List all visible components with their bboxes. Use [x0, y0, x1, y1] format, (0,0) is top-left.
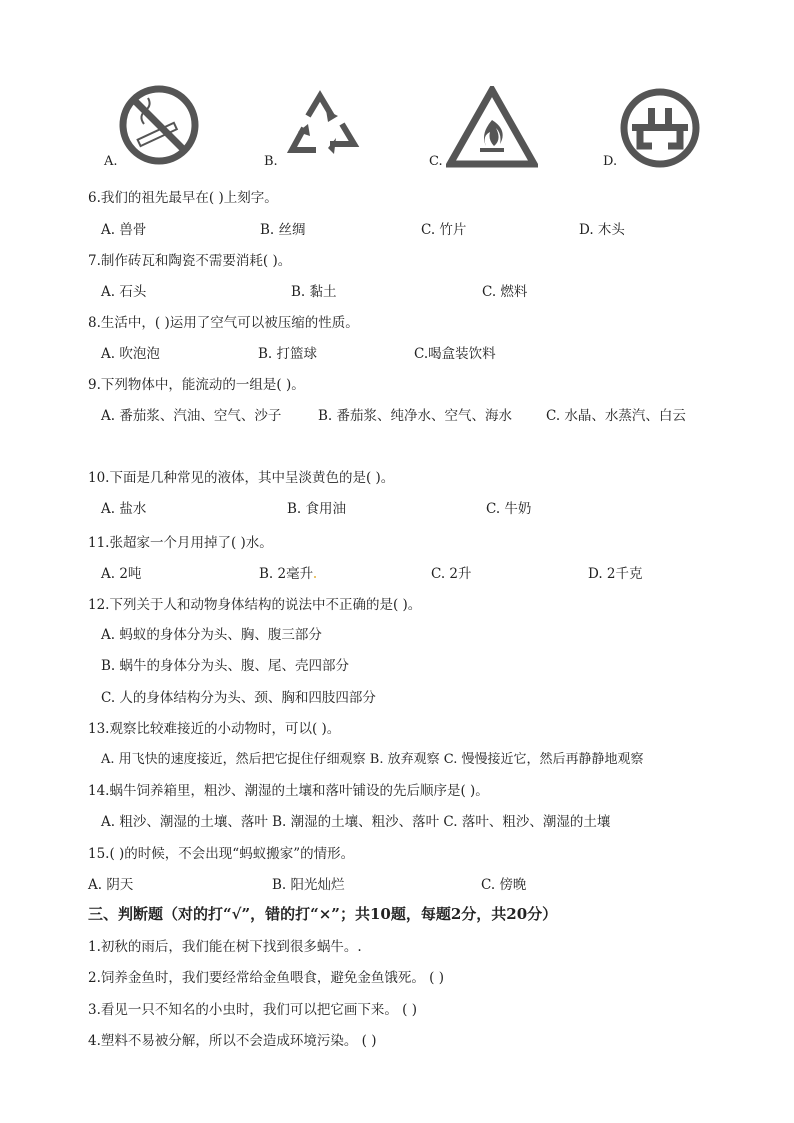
- option-label-a: A.: [104, 154, 118, 169]
- question-7: 7.制作砖瓦和陶瓷不需要消耗( )。: [88, 253, 292, 269]
- q14-options: A. 粗沙、潮湿的土壤、落叶 B. 潮湿的土壤、粗沙、落叶 C. 落叶、粗沙、潮湿的土壤: [101, 814, 611, 830]
- recycle-icon: [278, 86, 366, 166]
- question-8: 8.生活中，( )运用了空气可以被压缩的性质。: [88, 315, 359, 331]
- circle-emblem-icon: [618, 86, 702, 170]
- q12-option-a: A. 蚂蚁的身体分为头、胸、腹三部分: [101, 627, 322, 643]
- q9-option-a: A. 番茄浆、汽油、空气、沙子: [101, 408, 282, 424]
- q11-option-c: C. 2升: [431, 566, 472, 582]
- q11-option-b: B. 2毫升: [259, 566, 314, 582]
- section-3-heading: 三、判断题（对的打“√”，错的打“×”；共10题，每题2分，共20分）: [88, 905, 558, 923]
- q7-option-b: B. 黏土: [291, 284, 337, 300]
- q10-option-b: B. 食用油: [287, 501, 347, 517]
- q8-option-a: A. 吹泡泡: [101, 346, 160, 362]
- q9-option-b: B. 番茄浆、纯净水、空气、海水: [318, 408, 513, 424]
- flammable-warning-icon: [446, 86, 538, 168]
- option-label-c: C.: [429, 154, 443, 169]
- q8-option-b: B. 打篮球: [258, 346, 318, 362]
- judge-item-3: 3.看见一只不知名的小虫时，我们可以把它画下来。 ( ): [88, 1002, 417, 1018]
- question-12: 12.下列关于人和动物身体结构的说法中不正确的是( )。: [88, 597, 422, 613]
- q6-option-a: A. 兽骨: [101, 222, 147, 238]
- q6-option-d: D. 木头: [579, 222, 625, 238]
- q12-option-b: B. 蜗牛的身体分为头、腹、尾、壳四部分: [101, 658, 350, 674]
- question-11: 11.张超家一个月用掉了( )水。: [88, 535, 273, 551]
- judge-item-1: 1.初秋的雨后，我们能在树下找到很多蜗牛。.: [88, 939, 362, 955]
- q11-option-a: A. 2吨: [101, 566, 142, 582]
- stray-dot: [314, 576, 316, 578]
- q13-options: A. 用飞快的速度接近，然后把它捉住仔细观察 B. 放弃观察 C. 慢慢接近它，然后再静静地观察: [101, 752, 644, 767]
- q6-option-b: B. 丝绸: [260, 222, 306, 238]
- question-13: 13.观察比较难接近的小动物时，可以( )。: [88, 721, 341, 737]
- q10-option-c: C. 牛奶: [486, 501, 532, 517]
- q12-option-c: C. 人的身体结构分为头、颈、胸和四肢四部分: [101, 690, 376, 706]
- no-smoking-icon: [118, 84, 200, 166]
- question-14: 14.蜗牛饲养箱里，粗沙、潮湿的土壤和落叶铺设的先后顺序是( )。: [88, 783, 489, 799]
- q9-option-c: C. 水晶、水蒸汽、白云: [546, 408, 686, 424]
- option-label-b: B.: [264, 154, 278, 169]
- q7-option-c: C. 燃料: [482, 284, 528, 300]
- q15-option-a: A. 阴天: [88, 877, 134, 893]
- q6-option-c: C. 竹片: [421, 222, 467, 238]
- q7-option-a: A. 石头: [101, 284, 147, 300]
- question-10: 10.下面是几种常见的液体，其中呈淡黄色的是( )。: [88, 470, 395, 486]
- question-9: 9.下列物体中，能流动的一组是( )。: [88, 377, 305, 393]
- q15-option-c: C. 傍晚: [481, 877, 527, 893]
- option-label-d: D.: [603, 154, 618, 169]
- judge-item-4: 4.塑料不易被分解，所以不会造成环境污染。 ( ): [88, 1033, 377, 1049]
- question-15: 15.( )的时候，不会出现“蚂蚁搬家”的情形。: [88, 846, 355, 862]
- q8-option-c: C.喝盒装饮料: [414, 346, 496, 362]
- q15-option-b: B. 阳光灿烂: [272, 877, 345, 893]
- question-6: 6.我们的祖先最早在( )上刻字。: [88, 190, 278, 206]
- judge-item-2: 2.饲养金鱼时，我们要经常给金鱼喂食，避免金鱼饿死。 ( ): [88, 970, 444, 986]
- q10-option-a: A. 盐水: [101, 501, 147, 517]
- q11-option-d: D. 2千克: [588, 566, 643, 582]
